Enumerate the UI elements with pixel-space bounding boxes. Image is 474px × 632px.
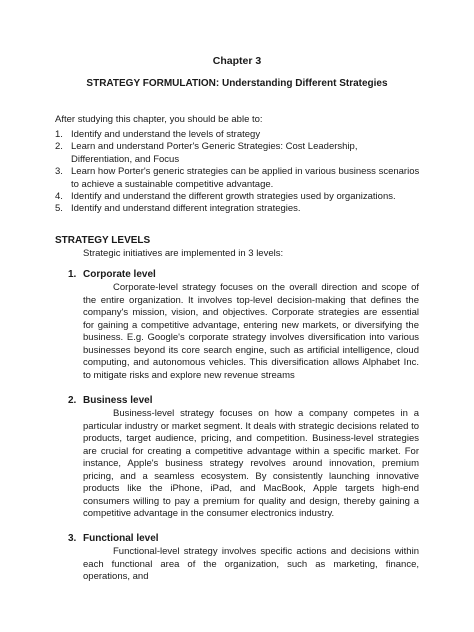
objective-item: 5. Identify and understand different integration strategies. (55, 203, 301, 215)
objectives-list (55, 129, 420, 216)
level-paragraph-functional: Functional-level strategy involves specific actions and decisions within each functional area of the organization, such as marketing, finance, operations, and (83, 546, 419, 582)
section-heading: STRATEGY LEVELS (55, 235, 151, 246)
level-heading-functional: 3. Functional level (68, 533, 159, 544)
objective-item: 2. Learn and understand Porter's Generic Strategies: Cost Leadership, Differentiation, and Focus (55, 141, 358, 165)
objective-item: 3. Learn how Porter's generic strategies can be applied in various business scenarios to achieve a sustainable competitive advantage. (55, 166, 420, 190)
section-intro: Strategic initiatives are implemented in 3 levels: (83, 248, 284, 259)
level-heading-business: 2. Business level (68, 395, 153, 406)
level-heading-corporate: 1. Corporate level (68, 269, 156, 280)
chapter-label: Chapter 3 (212, 55, 262, 67)
level-paragraph-business: Business-level strategy focuses on how a company competes in a particular industry or market segment. It deals with strategic decisions related to products, target audience, pricing, and competition. Business-level strategies are crucial for creating a competitive advantage within a specific market. For instance, Apple's business strategy revolves around innovation, premium pricing, and a seamless ecosystem. By consistently launching innovative products like the iPhone, iPad, and MacBook, Apple targets high-end consumers willing to pay a premium for quality and design, thereby gaining a competitive advantage in the consumer electronics industry. (83, 408, 419, 519)
level-paragraph-corporate: Corporate-level strategy focuses on the overall direction and scope of the entire organization. It involves top-level decision-making that defines the company's mission, vision, and objectives. Corporate strategies are essential for gaining a competitive advantage, entering new markets, or diversifying the business. E.g. Google's corporate strategy involves diversification into various businesses beyond its core search engine, such as artificial intelligence, cloud computing, and autonomous vehicles. This diversification allows Alphabet Inc. to mitigate risks and explore new revenue streams (83, 282, 419, 381)
objective-item: 1. Identify and understand the levels of strategy (55, 129, 261, 140)
objectives-intro: After studying this chapter, you should be able to: (55, 114, 263, 125)
objective-item: 4. Identify and understand the different growth strategies used by organizations. (55, 191, 396, 203)
chapter-title: STRATEGY FORMULATION: Understanding Different Strategies (86, 78, 388, 89)
